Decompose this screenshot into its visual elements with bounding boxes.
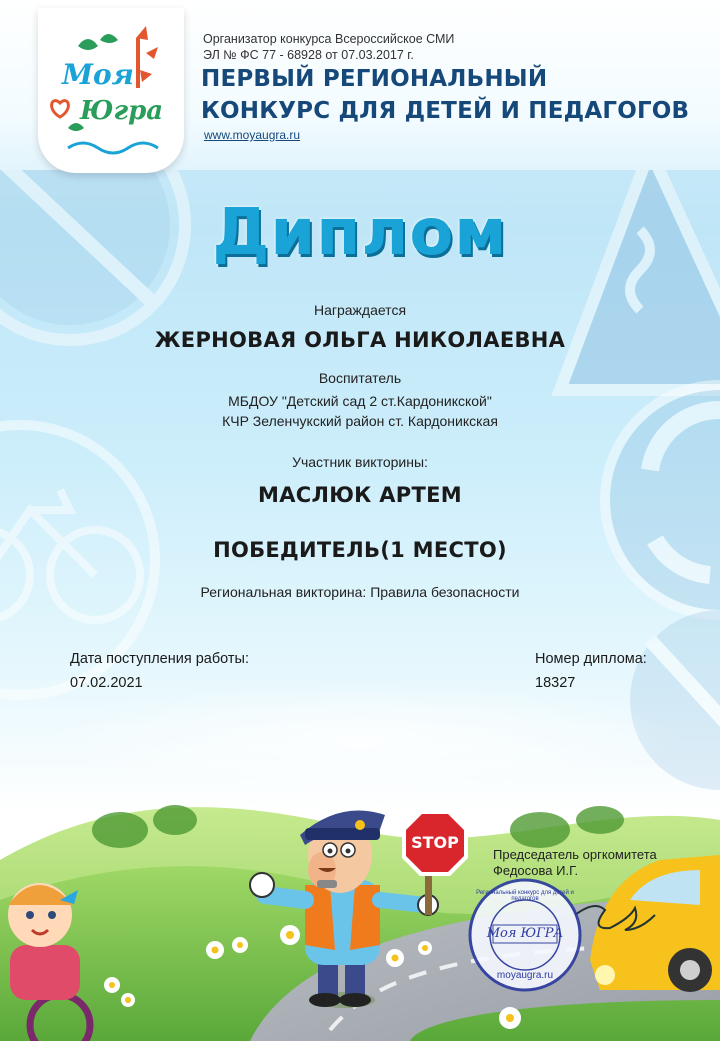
date-value: 07.02.2021 (70, 675, 143, 691)
diploma-number-label: Номер диплома: (535, 651, 647, 667)
contest-title-line-2: КОНКУРС ДЛЯ ДЕТЕЙ И ПЕДАГОГОВ (201, 98, 690, 124)
diploma-number-value: 18327 (535, 675, 576, 691)
chair-title: Председатель оргкомитета (493, 847, 657, 862)
stamp-ring-text: Региональный конкурс для детей и педагогов (476, 890, 574, 902)
result-place: ПОБЕДИТЕЛЬ(1 МЕСТО) (213, 538, 507, 562)
stamp-bottom-text: moyaugra.ru (496, 970, 554, 981)
logo-word-moya: Моя (62, 58, 134, 91)
organizer-line-1: Организатор конкурса Всероссийское СМИ (203, 32, 455, 46)
awarded-label: Награждается (313, 302, 407, 318)
contest-title-line-1: ПЕРВЫЙ РЕГИОНАЛЬНЫЙ (201, 66, 548, 92)
stop-sign-text: STOP (411, 833, 459, 852)
awardee-position: Воспитатель (318, 370, 402, 386)
awardee-name: ЖЕРНОВАЯ ОЛЬГА НИКОЛАЕВНА (154, 328, 566, 352)
organization-line-1: МБДОУ "Детский сад 2 ст.Кардоникской" (228, 393, 492, 409)
participant-label: Участник викторины: (292, 454, 428, 470)
participant-name: МАСЛЮК АРТЕМ (258, 483, 462, 507)
quiz-name: Региональная викторина: Правила безопасности (200, 584, 520, 600)
organizer-line-2: ЭЛ № ФС 77 - 68928 от 07.03.2017 г. (203, 48, 414, 62)
website-link[interactable]: www.moyaugra.ru (204, 128, 301, 142)
organization-line-2: КЧР Зеленчукский район ст. Кардоникская (222, 413, 498, 429)
stamp-center-text: Моя ЮГРА (486, 926, 564, 941)
logo-badge (38, 8, 184, 173)
logo-word-yugra: Югра (80, 96, 164, 126)
warning-sign-watermark (560, 150, 720, 390)
chair-name: Федосова И.Г. (493, 863, 579, 878)
diploma-title: Диплом (212, 196, 508, 270)
date-label: Дата поступления работы: (70, 651, 249, 667)
